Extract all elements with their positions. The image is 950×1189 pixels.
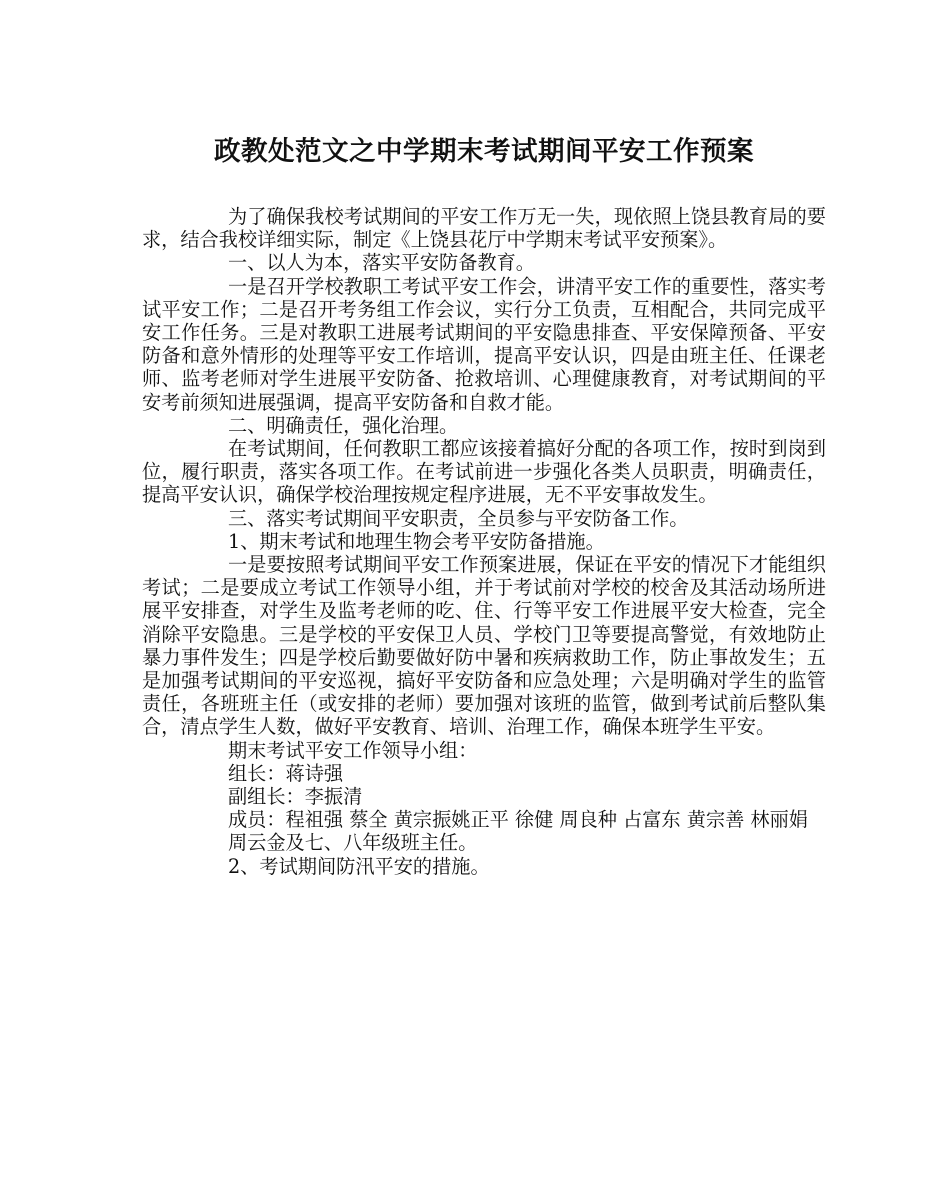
group-members: 成员：程祖强 蔡全 黄宗振姚正平 徐健 周良种 占富东 黄宗善 林丽娟 <box>228 808 808 832</box>
section-heading-2: 二、明确责任，强化治理。 <box>228 413 459 437</box>
leadership-group-heading: 期末考试平安工作领导小组： <box>228 738 478 762</box>
section-heading-1: 一、以人为本，落实平安防备教育。 <box>228 251 535 275</box>
document-body <box>142 205 826 878</box>
subsection-heading-2: 2、考试期间防汛平安的措施。 <box>228 854 490 878</box>
subsection-heading-1: 1、期末考试和地理生物会考平安防备措施。 <box>228 529 605 553</box>
document-page <box>142 132 826 878</box>
group-members-continued: 周云金及七、八年级班主任。 <box>228 831 478 855</box>
paragraph-section-2: 在考试期间，任何教职工都应该接着搞好分配的各项工作，按时到岗到位，履行职责，落实各项工作。在考试前进一步强化各类人员职责，明确责任，提高平安认识，确保学校治理按规定程序进展，无不平安事故发生。 <box>142 437 826 507</box>
paragraph-intro: 为了确保我校考试期间的平安工作万无一失，现依照上饶县教育局的要求，结合我校详细实际，制定《上饶县花厅中学期末考试平安预案》。 <box>142 205 826 252</box>
paragraph-subsection-1: 一是要按照考试期间平安工作预案进展，保证在平安的情况下才能组织考试；二是要成立考试工作领导小组，并于考试前对学校的校舍及其活动场所进展平安排查，对学生及监考老师的吃、住、行等平安工作进展平安大检查，完全消除平安隐患。三是学校的平安保卫人员、学校门卫等要提高警觉，有效地防止暴力事件发生；四是学校后勤要做好防中暑和疾病救助工作，防止事故发生；五是加强考试期间的平安巡视，搞好平安防备和应急处理；六是明确对学生的监管责任，各班班主任（或安排的老师）要加强对该班的监管，做到考试前后整队集合，清点学生人数，做好平安教育、培训、治理工作，确保本班学生平安。 <box>142 553 826 739</box>
section-heading-3: 三、落实考试期间平安职责，全员参与平安防备工作。 <box>228 506 689 530</box>
group-leader: 组长：蒋诗强 <box>228 761 344 785</box>
document-title: 政教处范文之中学期末考试期间平安工作预案 <box>214 136 754 167</box>
group-deputy-leader: 副组长：李振清 <box>228 785 363 809</box>
paragraph-section-1: 一是召开学校教职工考试平安工作会，讲清平安工作的重要性，落实考试平安工作；二是召开考务组工作会议，实行分工负责，互相配合，共同完成平安工作任务。三是对教职工进展考试期间的平安隐患排查、平安保障预备、平安防备和意外情形的处理等平安工作培训，提高平安认识，四是由班主任、任课老师、监考老师对学生进展平安防备、抢救培训、心理健康教育，对考试期间的平安考前须知进展强调，提高平安防备和自救才能。 <box>142 274 826 414</box>
